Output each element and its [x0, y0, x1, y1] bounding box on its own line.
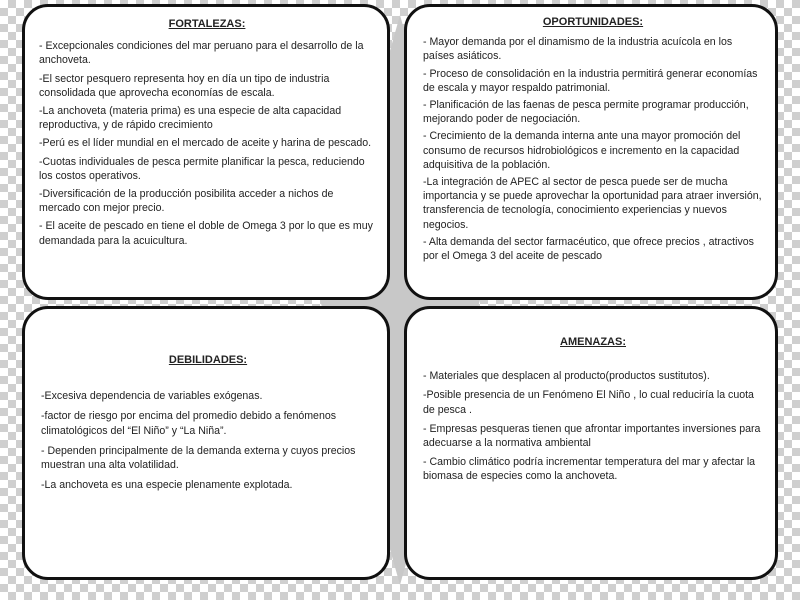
fortalezas-panel	[22, 4, 390, 300]
fortalezas-item: -Perú es el líder mundial en el mercado de aceite y harina de pescado.	[39, 137, 372, 150]
amenazas-item: - Empresas pesqueras tienen que afrontar importantes inversiones para adecuarse a la normativa ambiental	[423, 422, 761, 450]
fortalezas-item: -Diversificación de la producción posibilita acceder a nichos de mercado con mejor precio.	[39, 188, 334, 215]
fortalezas-item: -El sector pesquero representa hoy en día un tipo de industria consolidada que aprovecha economías de escala.	[39, 72, 330, 99]
debilidades-item: - Dependen principalmente de la demanda externa y cuyos precios muestran una alta volatilidad.	[41, 444, 356, 472]
amenazas-panel	[404, 306, 778, 580]
oportunidades-item: - Proceso de consolidación en la industria permitirá generar economías de escala y mayor respaldo patrimonial.	[423, 67, 758, 94]
amenazas-item: -Posible presencia de un Fenómeno El Niño , lo cual reduciría la cuota de pesca .	[423, 389, 754, 416]
fortalezas-item: -Cuotas individuales de pesca permite planificar la pesca, reduciendo los costos operativos.	[39, 155, 365, 182]
fortalezas-item: -La anchoveta (materia prima) es una especie de alta capacidad reproductiva, y de rápido crecimiento	[39, 105, 342, 132]
debilidades-item: -factor de riesgo por encima del promedio debido a fenómenos climatológicos del “El Niño” y “La Niña”.	[41, 410, 337, 437]
debilidades-item: -La anchoveta es una especie plenamente explotada.	[41, 479, 293, 492]
debilidades-title: DEBILIDADES:	[168, 354, 248, 366]
amenazas-item: - Materiales que desplacen al producto(productos sustitutos).	[423, 370, 710, 383]
oportunidades-item: - Mayor demanda por el dinamismo de la industria acuícola en los países asiáticos.	[423, 36, 733, 63]
oportunidades-item: -La integración de APEC al sector de pesca puede ser de mucha importancia y se puede aprovechar la oportunidad para atraer inversión, transferencia de tecnología, conocimiento experiencias y nuevos negocios.	[423, 176, 762, 231]
oportunidades-title: OPORTUNIDADES:	[542, 16, 644, 28]
debilidades-panel	[22, 306, 390, 580]
oportunidades-panel	[404, 4, 778, 300]
oportunidades-item: - Crecimiento de la demanda interna ante una mayor promoción del consumo de recursos hidrobiológicos e incremento en la capacidad adquisitiva de la población.	[423, 130, 741, 171]
debilidades-item: -Excesiva dependencia de variables exógenas.	[41, 390, 263, 403]
amenazas-title: AMENAZAS:	[560, 336, 626, 348]
fortalezas-item: - Excepcionales condiciones del mar peruano para el desarrollo de la anchoveta.	[39, 40, 364, 67]
fortalezas-title: FORTALEZAS:	[168, 18, 246, 30]
oportunidades-item: - Alta demanda del sector farmacéutico, que ofrece precios , atractivos por el Omega 3 del aceite de pescado	[423, 235, 754, 263]
fortalezas-item: - El aceite de pescado en tiene el doble de Omega 3 por lo que es muy demandada para la acuicultura.	[39, 220, 373, 247]
amenazas-item: - Cambio climático podría incrementar temperatura del mar y afectar la biomasa de especies como la anchoveta.	[423, 456, 756, 483]
oportunidades-item: - Planificación de las faenas de pesca permite programar producción, mejorando poder de negociación.	[423, 99, 749, 126]
